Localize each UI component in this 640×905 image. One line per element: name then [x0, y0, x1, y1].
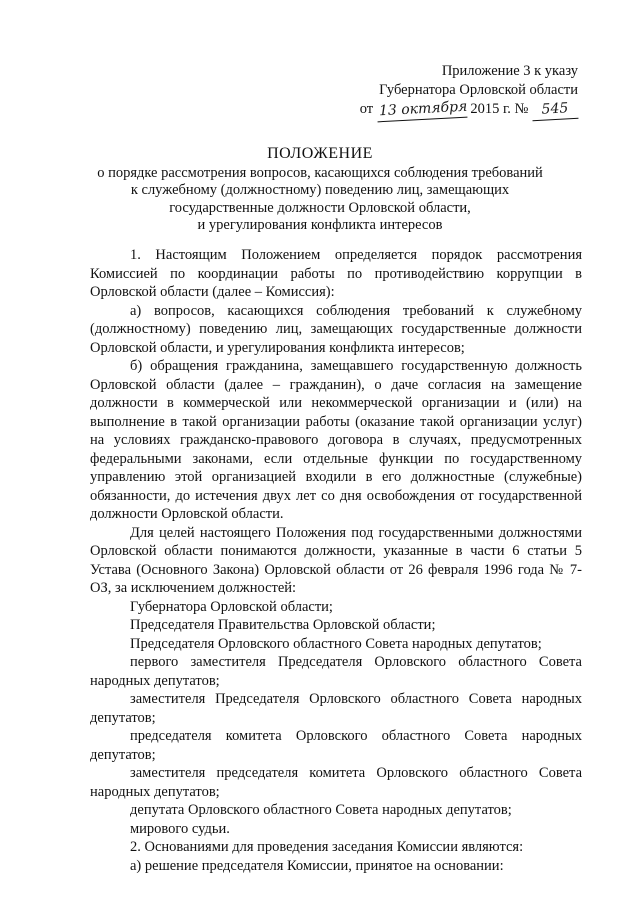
paragraph: депутата Орловского областного Совета народных депутатов; [130, 802, 512, 818]
handwritten-date: 13 октября [376, 98, 467, 123]
appendix-line-1: Приложение 3 к указу [441, 63, 578, 79]
title-main: ПОЛОЖЕНИЕ [267, 145, 373, 162]
appendix-line-2: Губернатора Орловской области [379, 82, 578, 98]
paragraph: заместителя председателя комитета Орловского областного Совета народных депутатов; [90, 765, 582, 800]
paragraph: Председателя Правительства Орловской области; [130, 617, 436, 633]
handwritten-number: 545 [532, 99, 579, 121]
paragraph: б) обращения гражданина, замещавшего государственную должность Орловской области (далее – гражданин), о даче согласия на замещение должности в коммерческой или некоммерческой организации и (или) на выполнение в такой организации работы (оказание такой организации услуг) на условиях гражданско-правового договора в случаях, предусмотренных федеральными законами, если отдельные функции по государственному управлению этой организацией входили в его должностные (служебные) обязанности, до истечения двух лет со дня освобождения от государственной должности Орловской области. [90, 358, 582, 522]
paragraph: заместителя Председателя Орловского областного Совета народных депутатов; [90, 691, 582, 726]
title-line: государственные должности Орловской области, [169, 199, 471, 216]
paragraph: председателя комитета Орловского областного Совета народных депутатов; [90, 728, 582, 763]
title-line: и урегулирования конфликта интересов [197, 217, 443, 233]
paragraph: Председателя Орловского областного Совета народных депутатов; [130, 635, 542, 652]
paragraph: мирового судьи. [130, 820, 230, 837]
paragraph: 2. Основаниями для проведения заседания Комиссии являются: [130, 839, 524, 855]
paragraph: 1. Настоящим Положением определяется порядок рассмотрения Комиссией по координации работы по противодействию коррупции в Орловской области (далее – Комиссия): [90, 247, 582, 300]
paragraph: Губернатора Орловской области; [130, 598, 333, 615]
appendix-prefix: от [359, 101, 374, 117]
paragraph: а) вопросов, касающихся соблюдения требований к служебному (должностному) поведению лиц, замещающих государственные должности Орловской области, и урегулирования конфликта интересов; [90, 302, 582, 356]
document-title [95, 145, 545, 235]
paragraph: первого заместителя Председателя Орловского областного Совета народных депутатов; [90, 654, 582, 689]
title-line: о порядке рассмотрения вопросов, касающихся соблюдения требований [97, 164, 543, 181]
appendix-header [333, 62, 578, 120]
document-body [90, 246, 582, 875]
appendix-year-suffix: 2015 г. № [470, 101, 529, 117]
paragraph: Для целей настоящего Положения под государственными должностями Орловской области понимаются должности, указанные в части 6 статьи 5 Устава (Основного Закона) Орловской области от 26 февраля 1996 года № 7-ОЗ, за исключением должностей: [90, 524, 582, 596]
paragraph: а) решение председателя Комиссии, принятое на основании: [130, 857, 504, 874]
title-line: к служебному (должностному) поведению лиц, замещающих [130, 182, 510, 198]
appendix-date-line [333, 100, 578, 120]
